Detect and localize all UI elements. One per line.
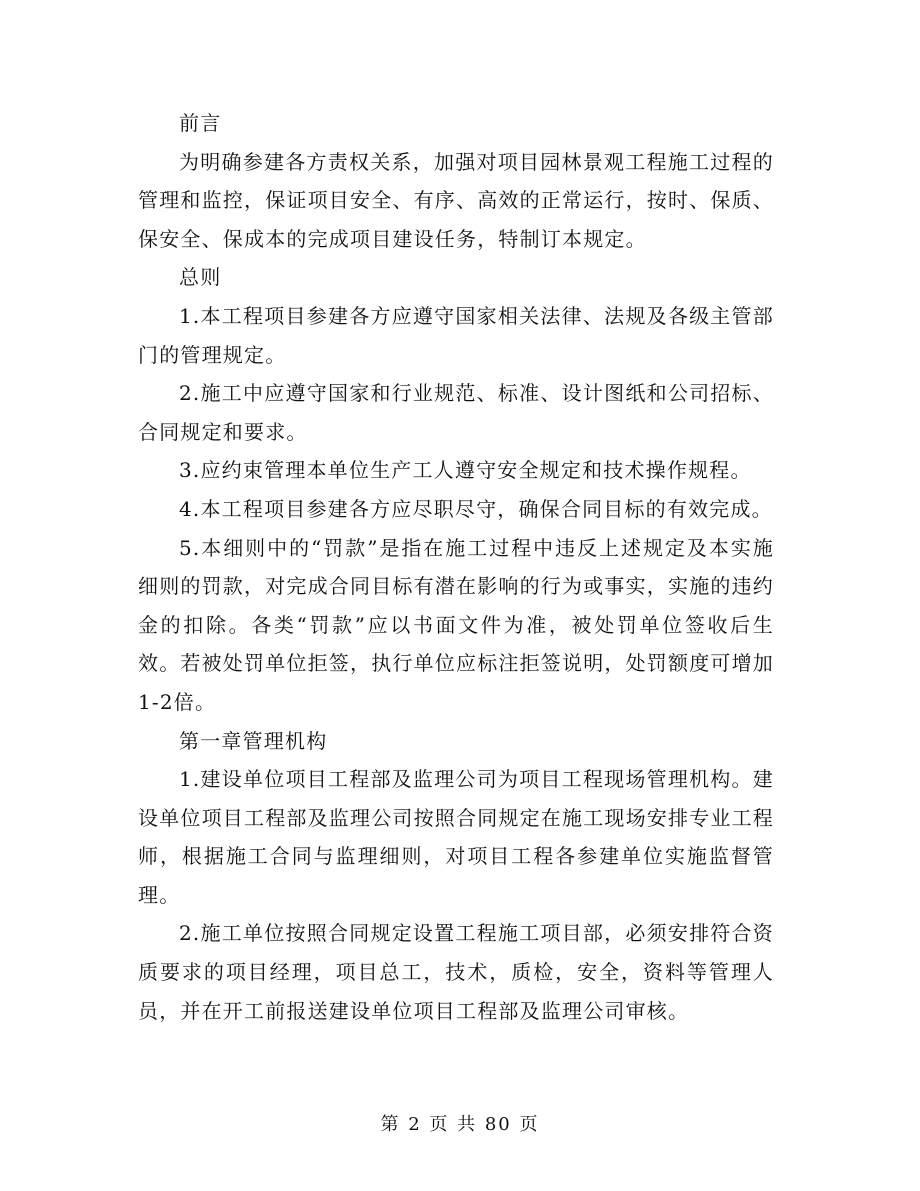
chapter-1-item-2: 2.施工单位按照合同规定设置工程施工项目部，必须安排符合资质要求的项目经理，项目总工，技术，质检，安全，资料等管理人员，并在开工前报送建设单位项目工程部及监理公司审核。	[138, 921, 774, 1023]
rule-item-4: 4.本工程项目参建各方应尽职尽守，确保合同目标的有效完成。	[179, 496, 773, 521]
rule-item-3: 3.应约束管理本单位生产工人遵守安全规定和技术操作规程。	[179, 458, 752, 483]
heading-preface: 前言	[179, 111, 222, 135]
rule-item-1: 1.本工程项目参建各方应遵守国家相关法律、法规及各级主管部门的管理规定。	[138, 303, 774, 367]
page-number-footer: 第 2 页 共 80 页	[380, 1114, 540, 1135]
rule-item-2: 2.施工中应遵守国家和行业规范、标准、设计图纸和公司招标、合同规定和要求。	[138, 381, 774, 444]
chapter-1-item-1: 1.建设单位项目工程部及监理公司为项目工程现场管理机构。建设单位项目工程部及监理公司按照合同规定在施工现场安排专业工程师，根据施工合同与监理细则，对项目工程各参建单位实施监督管理。	[138, 767, 774, 907]
rule-item-5: 5.本细则中的“罚款”是指在施工过程中违反上述规定及本实施细则的罚款，对完成合同目标有潜在影响的行为或事实，实施的违约金的扣除。各类“罚款”应以书面文件为准，被处罚单位签收后生效。若被处罚单位拒签，执行单位应标注拒签说明，处罚额度可增加1-2倍。	[138, 535, 774, 714]
heading-general-rules: 总则	[179, 265, 222, 290]
heading-chapter-1: 第一章管理机构	[179, 728, 328, 753]
paragraph-purpose: 为明确参建各方责权关系，加强对项目园林景观工程施工过程的管理和监控，保证项目安全、有序、高效的正常运行，按时、保质、保安全、保成本的完成项目建设任务，特制订本规定。	[138, 149, 774, 251]
document-body	[138, 104, 774, 1030]
